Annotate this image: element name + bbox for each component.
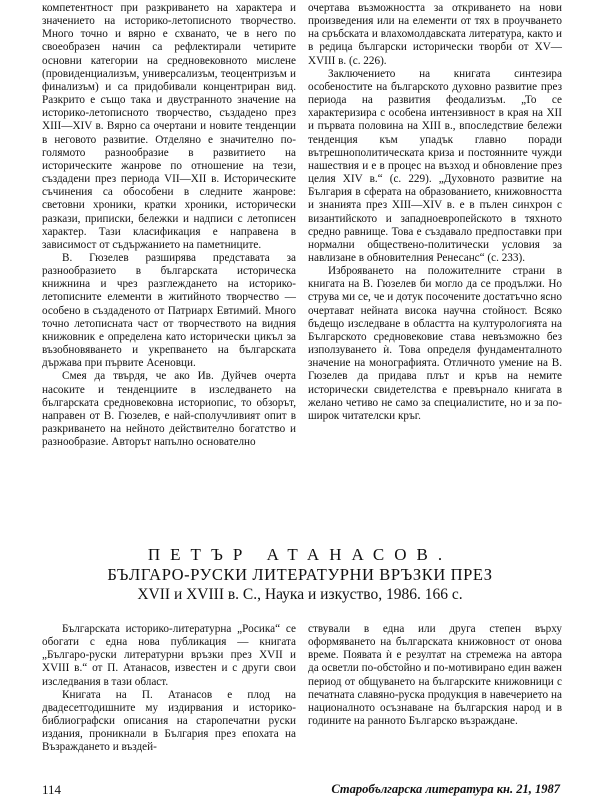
paragraph: В. Гюзелев разширява представата за разнообразието в българската историческа книжнина и чрез разглеждането на историко-летописните елементи в житийното творчество — особено в създаденото от Патриарх Евтимий. Много точно летописната част от творчеството на видния книжовник е определена като исторически цикъл за възобновяването и укрепването на българската държава при първите Асеновци.	[42, 251, 296, 370]
text-column-1	[42, 2, 296, 449]
paragraph: ствували в една или друга степен върху оформяването на българската книжовност от онова време. Появата ѝ е резултат на стремежа на автора да осветли по-обстойно и по-мотивирано един важен период от общуването на българските книжовници с печатната славяно-руска продукция в навечерието на националното осъзнаване на българския народ и в годините на ранното Българско възраждане.	[308, 623, 562, 728]
journal-footer: Старобългарска литература кн. 21, 1987	[331, 782, 560, 796]
review-book-imprint: XVII и XVIII в. С., Наука и изкуство, 1986. 166 с.	[137, 586, 463, 603]
review-book-title: БЪЛГАРО-РУСКИ ЛИТЕРАТУРНИ ВРЪЗКИ ПРЕЗ	[107, 565, 493, 584]
paragraph: Изброяването на положителните страни в книгата на В. Гюзелев би могло да се продължи. Но струва ми се, че и дотук посочените достатъчно ясно очертават нейната висока научна стойност. Всяко бъдещо изследване в областта на културологията на Българското средновековие става невъзможно без използуването ѝ. Това определя фундаменталното значение на монографията. Отличното умение на В. Гюзелев да придава плът и кръв на немите исторически свидетелства е превърнало книгата в желано четиво не само за специалистите, но и за по-широк читателски кръг.	[308, 265, 562, 422]
text-column-2	[308, 2, 562, 423]
page-number: 114	[42, 782, 62, 797]
paragraph: очертава възможността за откриването на нови произведения или на елементи от тях в проучването на сръбската и влахомолдавската литература, както и в редица български исторически творби от XV—XVIII в. (с. 226).	[308, 2, 562, 67]
paragraph: Смея да твърдя, че ако Ив. Дуйчев очерта насоките и тенденциите в изследването на българската средновековна историопис, то обзорът, направен от В. Гюзелев, е най-сполучливият опит в разкриването на нейното действително богатство и разнообразие. Авторът напълно основателно	[42, 370, 296, 449]
paragraph: Книгата на П. Атанасов е плод на двадесетгодишните му издирвания и историко-библиографски описания на старопечатни руски издания, проникнали в България през епохата на Възраждането и въздей-	[42, 688, 296, 754]
paragraph: компетентност при разкриването на характера и значението на историко-летописното творчество. Много точно и вярно е схванато, че в него по своеобразен начин са рефлектирали четирите основни категории на средновековното мислене (провиденциализъм, универсализъм, теоцентризъм и финализъм) и са придобивали концентриран вид. Разкрито е също така и двустранното значение на историко-летописното творчество, създадено през XIII—XIV в. Вярно са очертани и новите тенденции в неговото развитие. Отделяно е значително по-голямото разнообразие в развитието на историческите жанрове по отношение на тези, създадени през периода VII—XII в. Историческите съчинения са обособени в следните жанрове: световни хроники, кратки хроники, исторически разкази, приписки, бележки и надписи с летописен характер. Тази класификация е направена в зависимост от съдържанието на паметниците.	[42, 2, 296, 251]
review-heading	[90, 545, 510, 605]
text-column-4	[308, 623, 562, 728]
paragraph: Българската историко-литературна „Росика“ се обогати с една нова публикация — книгата „Българо-руски литературни връзки през XVII и XVIII в.“ от П. Атанасов, известен и с други свои изследвания в тази област.	[42, 623, 296, 688]
text-column-3	[42, 623, 296, 755]
paragraph: Заключението на книгата синтезира особеностите на българското духовно развитие през периода на развития феодализъм. „То се характеризира с особена интензивност в края на XII и първата половина на XIII в., впоследствие бележи тенденция към упадък главно поради вътрешнополитическата криза и постоянните чужди нашествия и е в процес на възход и обновление през целия XIV в.“ (с. 229). „Духовното развитие на България в сферата на образованието, книжовността и знанията през XIII—XIV в. е в пълен синхрон с византийското и западноевропейското в тяхното средно равнище. Това е създавало предпоставки при нормални обществено-политически условия за навлизане в обновителния Ренесанс“ (с. 233).	[308, 67, 562, 264]
review-author: ПЕТЪР АТАНАСОВ.	[147, 545, 453, 564]
